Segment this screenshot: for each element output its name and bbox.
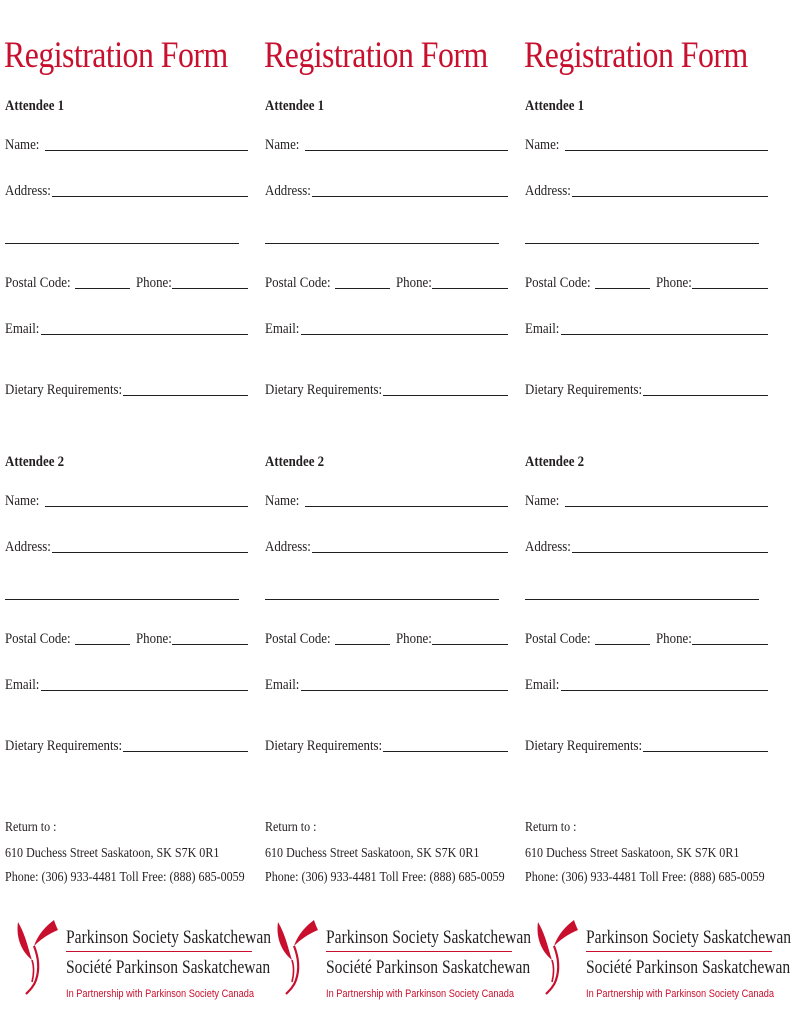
address-label: Address: xyxy=(5,539,51,555)
address-label: Address: xyxy=(525,183,571,199)
registration-form-3 xyxy=(524,0,791,1024)
registration-form-1 xyxy=(4,0,272,1024)
registration-form-2 xyxy=(264,0,532,1024)
attendee-1-address-row xyxy=(525,180,768,200)
form-title: Registration Form xyxy=(4,35,228,76)
return-address: 610 Duchess Street Saskatoon, SK S7K 0R1 xyxy=(265,846,480,861)
logo-line-french: Société Parkinson Saskatchewan xyxy=(586,957,791,978)
return-phone: Phone: (306) 933-4481 Toll Free: (888) 685-0059 xyxy=(525,870,765,885)
postal-code-label: Postal Code: xyxy=(5,275,71,291)
attendee-1-postal-phone-row xyxy=(265,272,508,292)
phone-label: Phone: xyxy=(136,275,173,291)
attendee-1-address-field[interactable] xyxy=(312,196,508,197)
phone-label: Phone: xyxy=(136,631,173,647)
name-label: Name: xyxy=(525,137,560,153)
attendee-1-heading: Attendee 1 xyxy=(5,98,65,114)
partnership-text: In Partnership with Parkinson Society Canada xyxy=(586,988,774,1000)
attendee-2-phone-field[interactable] xyxy=(432,644,508,645)
dietary-label: Dietary Requirements: xyxy=(525,738,643,754)
attendee-2-name-row xyxy=(265,490,508,510)
attendee-2-email-row xyxy=(525,674,768,694)
attendee-1-email-field[interactable] xyxy=(561,334,768,335)
attendee-1-name-row xyxy=(525,134,768,154)
attendee-2-address-row xyxy=(5,536,248,556)
attendee-2-dietary-row xyxy=(525,735,768,755)
address-label: Address: xyxy=(265,539,311,555)
attendee-1-address-row xyxy=(265,180,508,200)
name-label: Name: xyxy=(265,137,300,153)
logo-divider xyxy=(326,951,512,952)
attendee-2-address-field[interactable] xyxy=(52,552,248,553)
attendee-2-heading: Attendee 2 xyxy=(265,454,325,470)
form-title: Registration Form xyxy=(524,35,748,76)
attendee-2-postal-phone-row xyxy=(525,628,768,648)
attendee-2-address-line-2[interactable] xyxy=(5,599,239,600)
logo-divider xyxy=(586,951,772,952)
parkinson-society-logo xyxy=(532,912,791,1007)
address-label: Address: xyxy=(525,539,571,555)
return-heading: Return to : xyxy=(525,820,577,835)
phone-label: Phone: xyxy=(656,631,693,647)
attendee-2-name-field[interactable] xyxy=(305,506,508,507)
logo-line-french: Société Parkinson Saskatchewan xyxy=(66,957,271,978)
attendee-2-postal-phone-row xyxy=(5,628,248,648)
attendee-1-email-row xyxy=(525,318,768,338)
return-phone: Phone: (306) 933-4481 Toll Free: (888) 685-0059 xyxy=(5,870,245,885)
dietary-label: Dietary Requirements: xyxy=(265,738,383,754)
logo-line-english: Parkinson Society Saskatchewan xyxy=(66,927,272,948)
postal-code-label: Postal Code: xyxy=(525,631,591,647)
address-label: Address: xyxy=(5,183,51,199)
attendee-2-dietary-field[interactable] xyxy=(123,751,248,752)
email-label: Email: xyxy=(5,677,40,693)
attendee-1-name-row xyxy=(265,134,508,154)
address-label: Address: xyxy=(265,183,311,199)
tulip-logo-icon xyxy=(272,916,320,996)
logo-line-english: Parkinson Society Saskatchewan xyxy=(586,927,791,948)
attendee-2-postal-field[interactable] xyxy=(75,644,130,645)
attendee-1-address-field[interactable] xyxy=(52,196,248,197)
return-address: 610 Duchess Street Saskatoon, SK S7K 0R1 xyxy=(5,846,220,861)
attendee-1-address-field[interactable] xyxy=(572,196,768,197)
attendee-1-postal-field[interactable] xyxy=(595,288,650,289)
logo-line-french: Société Parkinson Saskatchewan xyxy=(326,957,531,978)
attendee-1-address-line-2[interactable] xyxy=(525,243,759,244)
attendee-1-email-row xyxy=(265,318,508,338)
parkinson-society-logo xyxy=(12,912,272,1007)
attendee-1-heading: Attendee 1 xyxy=(525,98,585,114)
attendee-2-dietary-field[interactable] xyxy=(383,751,508,752)
attendee-1-name-field[interactable] xyxy=(565,150,768,151)
dietary-label: Dietary Requirements: xyxy=(5,382,123,398)
attendee-2-dietary-row xyxy=(265,735,508,755)
attendee-2-name-field[interactable] xyxy=(45,506,248,507)
email-label: Email: xyxy=(525,677,560,693)
name-label: Name: xyxy=(5,137,40,153)
postal-code-label: Postal Code: xyxy=(265,631,331,647)
attendee-1-postal-phone-row xyxy=(5,272,248,292)
attendee-1-dietary-field[interactable] xyxy=(643,395,768,396)
attendee-2-dietary-field[interactable] xyxy=(643,751,768,752)
postal-code-label: Postal Code: xyxy=(5,631,71,647)
return-address: 610 Duchess Street Saskatoon, SK S7K 0R1 xyxy=(525,846,740,861)
postal-code-label: Postal Code: xyxy=(265,275,331,291)
partnership-text: In Partnership with Parkinson Society Canada xyxy=(66,988,254,1000)
attendee-2-email-field[interactable] xyxy=(561,690,768,691)
name-label: Name: xyxy=(525,493,560,509)
attendee-2-postal-field[interactable] xyxy=(595,644,650,645)
attendee-1-dietary-row xyxy=(5,379,248,399)
attendee-1-heading: Attendee 1 xyxy=(265,98,325,114)
attendee-2-name-field[interactable] xyxy=(565,506,768,507)
form-title: Registration Form xyxy=(264,35,488,76)
attendee-2-heading: Attendee 2 xyxy=(5,454,65,470)
logo-divider xyxy=(66,951,252,952)
attendee-1-postal-field[interactable] xyxy=(75,288,130,289)
attendee-2-phone-field[interactable] xyxy=(692,644,768,645)
attendee-1-email-field[interactable] xyxy=(301,334,508,335)
attendee-1-dietary-row xyxy=(265,379,508,399)
attendee-2-email-row xyxy=(265,674,508,694)
attendee-2-postal-field[interactable] xyxy=(335,644,390,645)
attendee-1-name-row xyxy=(5,134,248,154)
email-label: Email: xyxy=(265,321,300,337)
attendee-1-postal-field[interactable] xyxy=(335,288,390,289)
parkinson-society-logo xyxy=(272,912,532,1007)
attendee-2-heading: Attendee 2 xyxy=(525,454,585,470)
attendee-1-dietary-row xyxy=(525,379,768,399)
phone-label: Phone: xyxy=(396,275,433,291)
attendee-1-name-field[interactable] xyxy=(305,150,508,151)
attendee-2-email-field[interactable] xyxy=(301,690,508,691)
attendee-2-dietary-row xyxy=(5,735,248,755)
postal-code-label: Postal Code: xyxy=(525,275,591,291)
attendee-1-dietary-field[interactable] xyxy=(123,395,248,396)
dietary-label: Dietary Requirements: xyxy=(265,382,383,398)
logo-line-english: Parkinson Society Saskatchewan xyxy=(326,927,532,948)
attendee-1-email-field[interactable] xyxy=(41,334,248,335)
attendee-1-postal-phone-row xyxy=(525,272,768,292)
attendee-1-phone-field[interactable] xyxy=(172,288,248,289)
attendee-1-address-line-2[interactable] xyxy=(5,243,239,244)
return-heading: Return to : xyxy=(5,820,57,835)
attendee-2-name-row xyxy=(5,490,248,510)
attendee-1-email-row xyxy=(5,318,248,338)
email-label: Email: xyxy=(265,677,300,693)
attendee-1-address-row xyxy=(5,180,248,200)
attendee-2-address-line-2[interactable] xyxy=(525,599,759,600)
phone-label: Phone: xyxy=(396,631,433,647)
attendee-1-dietary-field[interactable] xyxy=(383,395,508,396)
attendee-2-postal-phone-row xyxy=(265,628,508,648)
attendee-2-phone-field[interactable] xyxy=(172,644,248,645)
attendee-2-address-row xyxy=(265,536,508,556)
attendee-2-address-field[interactable] xyxy=(572,552,768,553)
return-heading: Return to : xyxy=(265,820,317,835)
attendee-1-phone-field[interactable] xyxy=(432,288,508,289)
attendee-1-phone-field[interactable] xyxy=(692,288,768,289)
attendee-2-email-row xyxy=(5,674,248,694)
dietary-label: Dietary Requirements: xyxy=(5,738,123,754)
attendee-1-name-field[interactable] xyxy=(45,150,248,151)
attendee-2-address-line-2[interactable] xyxy=(265,599,499,600)
attendee-2-email-field[interactable] xyxy=(41,690,248,691)
name-label: Name: xyxy=(265,493,300,509)
return-phone: Phone: (306) 933-4481 Toll Free: (888) 685-0059 xyxy=(265,870,505,885)
attendee-2-name-row xyxy=(525,490,768,510)
attendee-1-address-line-2[interactable] xyxy=(265,243,499,244)
attendee-2-address-field[interactable] xyxy=(312,552,508,553)
partnership-text: In Partnership with Parkinson Society Canada xyxy=(326,988,514,1000)
email-label: Email: xyxy=(5,321,40,337)
tulip-logo-icon xyxy=(12,916,60,996)
tulip-logo-icon xyxy=(532,916,580,996)
phone-label: Phone: xyxy=(656,275,693,291)
email-label: Email: xyxy=(525,321,560,337)
attendee-2-address-row xyxy=(525,536,768,556)
name-label: Name: xyxy=(5,493,40,509)
dietary-label: Dietary Requirements: xyxy=(525,382,643,398)
